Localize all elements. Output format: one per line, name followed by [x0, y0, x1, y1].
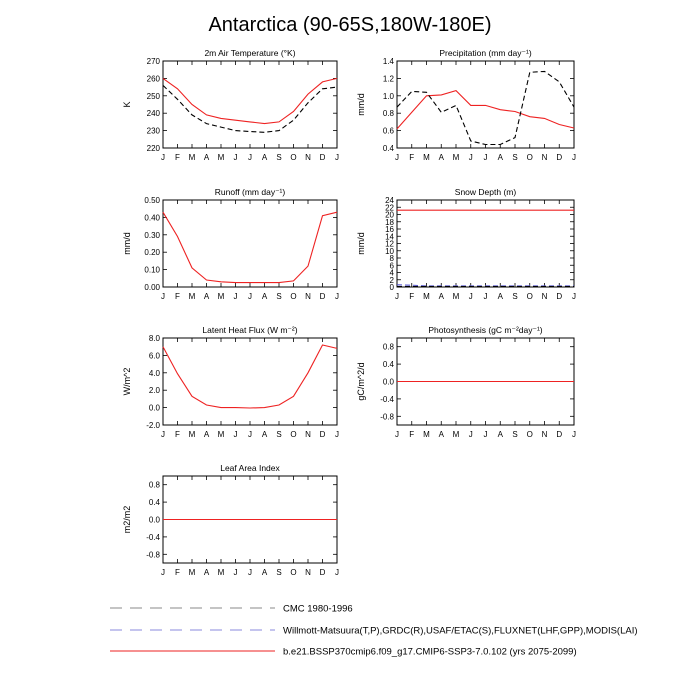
panel-title: Runoff (mm day⁻¹) [214, 187, 286, 197]
y-tick-label: -0.4 [380, 394, 394, 404]
y-tick-label: 0.20 [144, 248, 160, 258]
x-tick-label: J [483, 430, 488, 439]
y-tick-label: 10 [385, 246, 394, 256]
x-tick-label: J [483, 292, 488, 301]
series-line-0 [163, 212, 337, 282]
y-tick-label: 1.2 [382, 74, 394, 84]
x-tick-label: O [290, 568, 297, 577]
x-tick-label: F [175, 568, 180, 577]
x-tick-label: A [438, 153, 444, 162]
y-tick-label: 0.4 [382, 360, 394, 370]
y-tick-label: -0.8 [380, 412, 394, 422]
panel-leaf-area-index [122, 463, 339, 577]
x-tick-label: D [319, 430, 326, 439]
y-tick-label: 20 [385, 210, 394, 220]
panel-title: Precipitation (mm day⁻¹) [439, 48, 532, 58]
x-tick-label: A [438, 292, 444, 301]
x-tick-label: J [161, 430, 165, 439]
x-tick-label: M [188, 568, 196, 577]
x-tick-label: O [526, 292, 533, 301]
y-tick-label: 0 [389, 283, 394, 292]
x-tick-label: S [512, 430, 518, 439]
panel-title: Photosynthesis (gC m⁻²day⁻¹) [428, 325, 543, 335]
x-tick-label: S [276, 292, 282, 301]
y-tick-label: 24 [385, 196, 394, 205]
legend-item [110, 647, 577, 658]
x-tick-label: M [188, 292, 196, 301]
x-tick-label: J [248, 568, 252, 577]
y-tick-label: 1.4 [382, 57, 394, 66]
plot-frame [163, 200, 337, 287]
y-axis-label: gC/m^2/d [356, 362, 366, 401]
x-tick-label: J [233, 153, 238, 162]
y-axis-label: mm/d [356, 93, 366, 116]
x-tick-label: D [319, 568, 326, 577]
x-tick-label: M [188, 430, 196, 439]
y-tick-label: 0.4 [382, 144, 394, 153]
y-tick-label: 8.0 [148, 334, 160, 343]
y-axis-label: m2/m2 [122, 505, 132, 534]
x-tick-label: D [319, 292, 326, 301]
y-tick-label: 12 [385, 239, 394, 249]
x-tick-label: J [335, 292, 339, 301]
series-line-1 [163, 85, 337, 132]
x-tick-label: M [423, 430, 430, 439]
panel-title: Snow Depth (m) [454, 187, 517, 197]
y-tick-label: -0.8 [146, 550, 160, 560]
y-tick-label: 0.00 [144, 283, 160, 292]
legend [110, 604, 638, 658]
y-tick-label: 0.50 [144, 196, 160, 205]
panel-title: Leaf Area Index [220, 463, 280, 473]
y-tick-label: 0.10 [144, 265, 160, 275]
y-tick-label: 6.0 [148, 351, 160, 361]
x-tick-label: J [233, 292, 238, 301]
y-tick-label: 0.4 [148, 498, 160, 508]
y-tick-label: 0.30 [144, 230, 160, 240]
y-tick-label: 0.0 [382, 377, 394, 387]
x-tick-label: F [175, 153, 180, 162]
x-tick-label: D [319, 153, 326, 162]
x-tick-label: J [395, 292, 399, 301]
y-tick-label: 1.0 [382, 91, 394, 101]
y-tick-label: 0.8 [382, 342, 394, 352]
x-tick-label: F [409, 153, 415, 162]
y-tick-label: 4.0 [148, 368, 160, 378]
y-axis-label: W/m^2 [122, 367, 132, 396]
x-tick-label: J [395, 430, 399, 439]
page-title: Antarctica (90-65S,180W-180E) [208, 14, 492, 36]
y-tick-label: 0.8 [148, 480, 160, 490]
legend-item [110, 626, 638, 637]
x-tick-label: D [556, 430, 563, 439]
y-tick-label: 0.6 [382, 126, 394, 136]
x-tick-label: A [261, 568, 268, 577]
y-tick-label: 2 [389, 275, 394, 285]
y-tick-label: 18 [385, 217, 394, 227]
plot-frame [163, 338, 337, 425]
x-tick-label: M [217, 430, 225, 439]
y-axis-label: mm/d [356, 232, 366, 255]
x-tick-label: J [468, 153, 473, 162]
y-tick-label: 0.40 [144, 213, 160, 223]
y-tick-label: 22 [385, 203, 394, 213]
y-tick-label: 0.0 [148, 515, 160, 525]
x-tick-label: A [203, 430, 210, 439]
y-tick-label: 4 [389, 268, 394, 278]
x-tick-label: N [305, 430, 311, 439]
x-tick-label: A [438, 430, 444, 439]
x-tick-label: M [188, 153, 196, 162]
series-line-1 [397, 71, 574, 144]
x-tick-label: F [409, 292, 415, 301]
x-tick-label: N [305, 568, 311, 577]
x-tick-label: J [468, 292, 473, 301]
y-tick-label: 220 [146, 144, 160, 153]
x-tick-label: M [452, 292, 460, 301]
x-tick-label: M [217, 568, 225, 577]
x-tick-label: J [248, 153, 252, 162]
x-tick-label: A [261, 292, 268, 301]
x-tick-label: M [452, 430, 460, 439]
x-tick-label: S [276, 568, 282, 577]
panel-2m-air-temperature-k [122, 48, 339, 162]
x-tick-label: J [572, 153, 576, 162]
x-tick-label: A [203, 568, 210, 577]
x-tick-label: J [483, 153, 488, 162]
y-tick-label: 2.0 [148, 386, 160, 396]
x-tick-label: A [497, 430, 503, 439]
panel-runoff-mm-day [122, 187, 339, 301]
x-tick-label: N [305, 153, 311, 162]
y-tick-label: 8 [389, 254, 394, 263]
x-tick-label: O [290, 153, 297, 162]
x-tick-label: M [217, 292, 225, 301]
y-tick-label: 0.8 [382, 109, 394, 119]
y-axis-label: mm/d [122, 232, 132, 255]
x-tick-label: J [233, 568, 238, 577]
y-tick-label: 270 [146, 57, 160, 66]
panel-title: 2m Air Temperature (°K) [204, 48, 296, 58]
y-tick-label: 230 [146, 126, 160, 136]
y-tick-label: 260 [146, 74, 160, 84]
x-tick-label: A [497, 292, 503, 301]
legend-label: CMC 1980-1996 [283, 603, 353, 615]
x-tick-label: J [335, 430, 339, 439]
x-tick-label: J [572, 430, 576, 439]
x-tick-label: D [556, 292, 563, 301]
x-tick-label: N [305, 292, 311, 301]
x-tick-label: J [395, 153, 399, 162]
x-tick-label: J [233, 430, 238, 439]
series-line-0 [163, 345, 337, 408]
x-tick-label: S [512, 153, 518, 162]
y-tick-label: 240 [146, 109, 160, 119]
panel-photosynthesis-gc-m-day [356, 325, 576, 439]
x-tick-label: O [290, 292, 297, 301]
x-tick-label: A [203, 153, 210, 162]
x-tick-label: A [497, 153, 503, 162]
x-tick-label: F [175, 292, 180, 301]
y-tick-label: -2.0 [146, 421, 160, 430]
x-tick-label: J [572, 292, 576, 301]
legend-label: Willmott-Matsuura(T,P),GRDC(R),USAF/ETAC(S),FLUXNET(LHF,GPP),MODIS(LAI) [283, 625, 638, 637]
x-tick-label: J [335, 153, 339, 162]
x-tick-label: N [541, 430, 548, 439]
plot-frame [397, 61, 574, 148]
panel-latent-heat-flux-w-m [122, 325, 339, 439]
x-tick-label: O [526, 430, 533, 439]
x-tick-label: J [248, 430, 252, 439]
x-tick-label: A [261, 430, 268, 439]
x-tick-label: J [248, 292, 252, 301]
x-tick-label: J [161, 568, 165, 577]
plot-frame [163, 61, 337, 148]
legend-item [110, 604, 353, 615]
x-tick-label: S [276, 153, 282, 162]
x-tick-label: S [276, 430, 282, 439]
x-tick-label: J [335, 568, 339, 577]
x-tick-label: S [512, 292, 518, 301]
y-tick-label: 14 [385, 232, 394, 242]
x-tick-label: N [541, 292, 548, 301]
x-tick-label: D [556, 153, 563, 162]
y-tick-label: 16 [385, 225, 394, 234]
x-tick-label: M [423, 153, 430, 162]
y-tick-label: 0.0 [148, 403, 160, 413]
panel-precipitation-mm-day [356, 48, 576, 162]
x-tick-label: O [526, 153, 533, 162]
series-line-0 [397, 91, 574, 129]
panels [122, 48, 576, 577]
x-tick-label: J [161, 153, 165, 162]
x-tick-label: O [290, 430, 297, 439]
series-line-0 [163, 78, 337, 123]
x-tick-label: F [175, 430, 180, 439]
x-tick-label: M [452, 153, 460, 162]
x-tick-label: M [423, 292, 430, 301]
y-axis-label: K [122, 101, 132, 108]
panel-snow-depth-m [356, 187, 576, 301]
panel-title: Latent Heat Flux (W m⁻²) [202, 325, 298, 335]
x-tick-label: A [261, 153, 268, 162]
x-tick-label: N [541, 153, 548, 162]
x-tick-label: A [203, 292, 210, 301]
y-tick-label: 250 [146, 91, 160, 101]
x-tick-label: J [468, 430, 473, 439]
legend-label: b.e21.BSSP370cmip6.f09_g17.CMIP6-SSP3-7.0.102 (yrs 2075-2099) [283, 646, 577, 658]
plot-frame [397, 200, 574, 287]
y-tick-label: -0.4 [146, 532, 160, 542]
y-tick-label: 6 [389, 261, 394, 271]
x-tick-label: M [217, 153, 225, 162]
x-tick-label: J [161, 292, 165, 301]
x-tick-label: F [409, 430, 415, 439]
